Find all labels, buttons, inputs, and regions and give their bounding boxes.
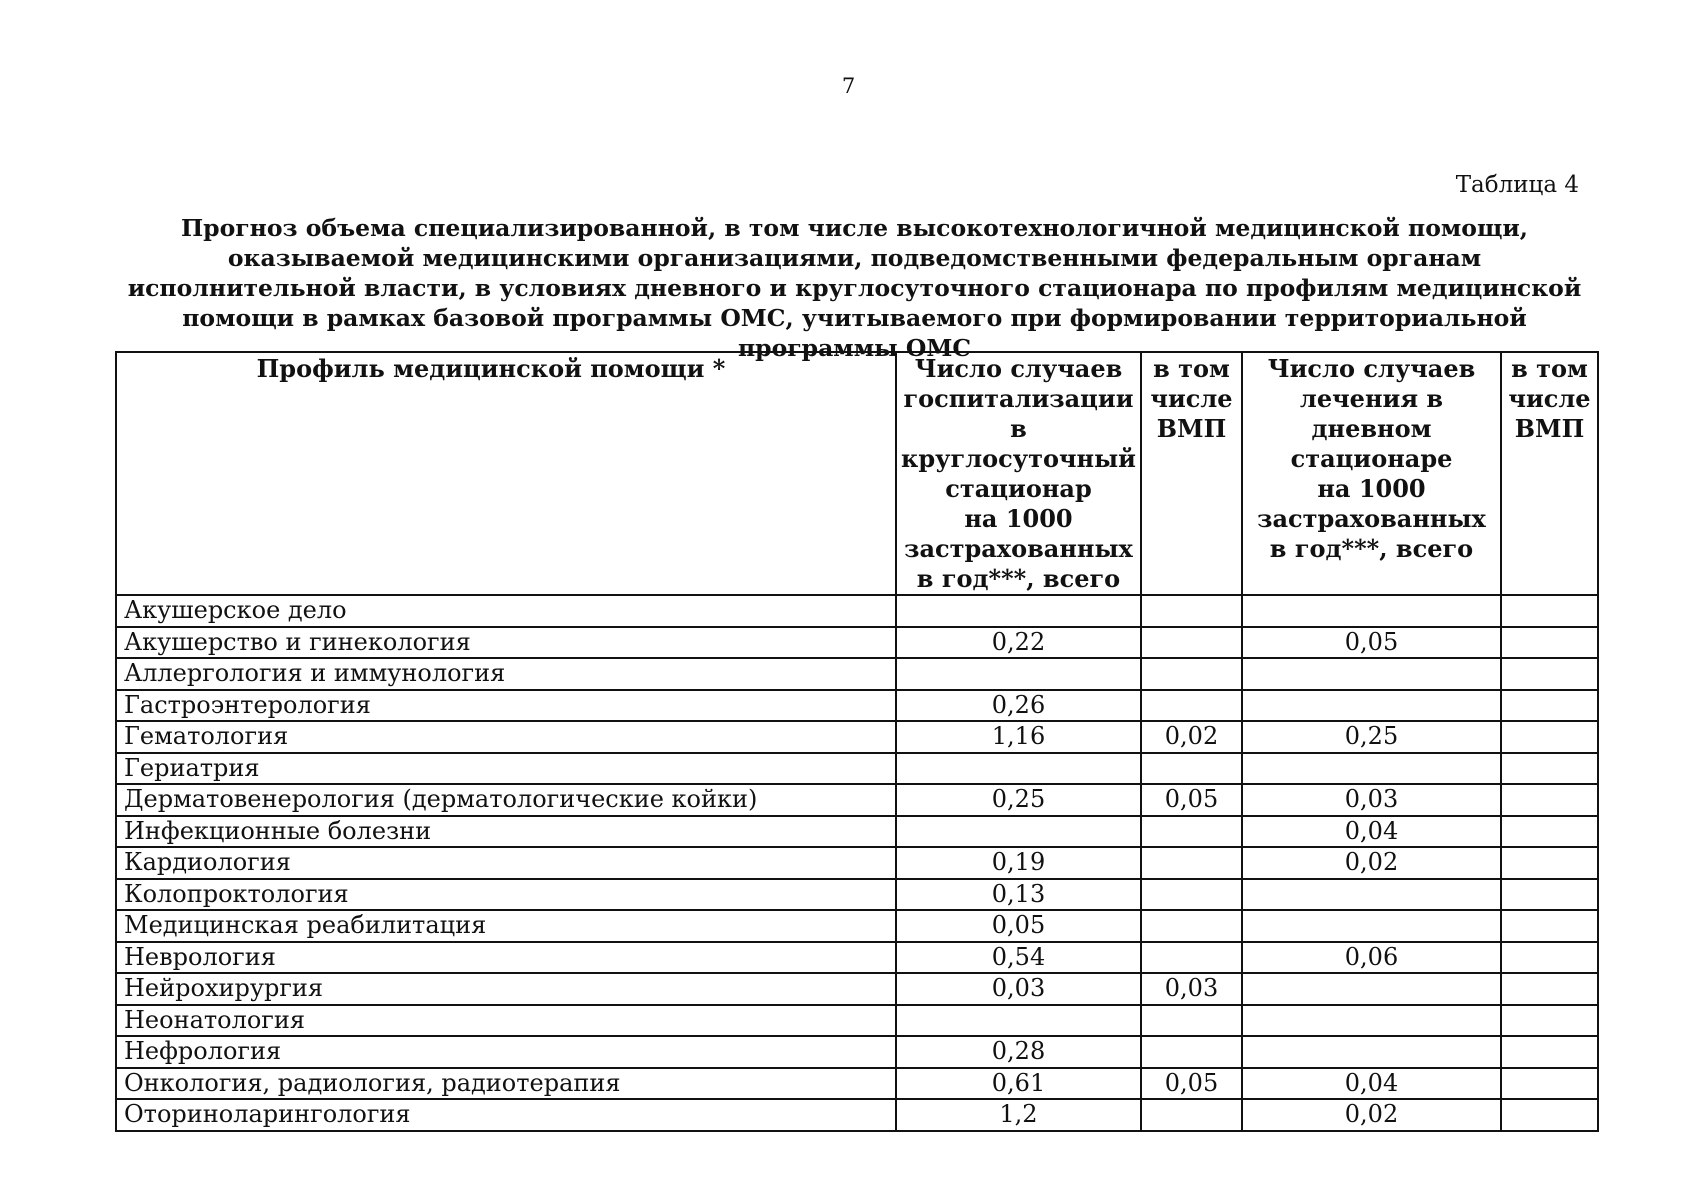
data-table	[115, 351, 1599, 1132]
table-row	[116, 1005, 1598, 1037]
vmp-round-the-clock-cell	[1141, 753, 1242, 785]
vmp-round-the-clock-cell: 0,02	[1141, 721, 1242, 753]
column-header-profile	[116, 352, 896, 595]
round-the-clock-cell: 0,03	[896, 973, 1141, 1005]
profile-cell: Инфекционные болезни	[116, 816, 896, 848]
profile-cell: Акушерство и гинекология	[116, 627, 896, 659]
round-the-clock-cell: 1,16	[896, 721, 1141, 753]
day-hospital-cell	[1242, 658, 1501, 690]
vmp-day-hospital-cell	[1501, 1036, 1598, 1068]
profile-cell: Колопроктология	[116, 879, 896, 911]
vmp-day-hospital-cell	[1501, 973, 1598, 1005]
day-hospital-cell	[1242, 753, 1501, 785]
vmp-round-the-clock-cell: 0,05	[1141, 784, 1242, 816]
column-header-label: Число случаев лечения в дневном стационаре на 1000 застрахованных в год***, всего	[1257, 354, 1486, 563]
document-title: Прогноз объема специализированной, в том числе высокотехнологичной медицинской помощи, оказываемой медицинскими организациями, подведомственными федеральным органам исполнительной власти, в условиях дневного и круглосуточного стационара по профилям медицинской помощи в рамках базовой программы ОМС, учитываемого при формировании территориальной программы ОМС	[127, 214, 1582, 362]
round-the-clock-cell	[896, 753, 1141, 785]
vmp-day-hospital-cell	[1501, 910, 1598, 942]
day-hospital-cell: 0,06	[1242, 942, 1501, 974]
profile-cell: Акушерское дело	[116, 595, 896, 627]
table-row	[116, 847, 1598, 879]
profile-cell: Неврология	[116, 942, 896, 974]
day-hospital-cell	[1242, 1005, 1501, 1037]
column-header-label: в том числе ВМП	[1508, 354, 1591, 443]
vmp-day-hospital-cell	[1501, 1005, 1598, 1037]
round-the-clock-cell: 0,13	[896, 879, 1141, 911]
profile-cell: Медицинская реабилитация	[116, 910, 896, 942]
vmp-round-the-clock-cell: 0,05	[1141, 1068, 1242, 1100]
day-hospital-cell: 0,02	[1242, 1099, 1501, 1131]
day-hospital-cell	[1242, 879, 1501, 911]
vmp-round-the-clock-cell	[1141, 627, 1242, 659]
table-row	[116, 879, 1598, 911]
profile-cell: Нефрология	[116, 1036, 896, 1068]
round-the-clock-cell: 1,2	[896, 1099, 1141, 1131]
vmp-round-the-clock-cell	[1141, 1036, 1242, 1068]
profile-cell: Неонатология	[116, 1005, 896, 1037]
vmp-round-the-clock-cell	[1141, 847, 1242, 879]
column-header-vmp-round-the-clock	[1141, 352, 1242, 595]
vmp-day-hospital-cell	[1501, 784, 1598, 816]
profile-cell: Кардиология	[116, 847, 896, 879]
round-the-clock-cell: 0,22	[896, 627, 1141, 659]
table-row	[116, 816, 1598, 848]
round-the-clock-cell	[896, 595, 1141, 627]
vmp-day-hospital-cell	[1501, 1068, 1598, 1100]
table-row	[116, 910, 1598, 942]
vmp-day-hospital-cell	[1501, 753, 1598, 785]
table-row	[116, 595, 1598, 627]
table-row	[116, 658, 1598, 690]
profile-cell: Гематология	[116, 721, 896, 753]
table-row	[116, 1099, 1598, 1131]
vmp-day-hospital-cell	[1501, 595, 1598, 627]
table-caption: Таблица 4	[1455, 172, 1579, 198]
column-header-label: Профиль медицинской помощи *	[256, 354, 726, 383]
table-body	[116, 595, 1598, 1131]
column-header-vmp-day-hospital	[1501, 352, 1598, 595]
round-the-clock-cell: 0,05	[896, 910, 1141, 942]
round-the-clock-cell: 0,61	[896, 1068, 1141, 1100]
profile-cell: Онкология, радиология, радиотерапия	[116, 1068, 896, 1100]
round-the-clock-cell	[896, 658, 1141, 690]
vmp-day-hospital-cell	[1501, 879, 1598, 911]
round-the-clock-cell: 0,25	[896, 784, 1141, 816]
vmp-round-the-clock-cell: 0,03	[1141, 973, 1242, 1005]
table-row	[116, 784, 1598, 816]
table-row	[116, 627, 1598, 659]
table-row	[116, 1036, 1598, 1068]
column-header-label: в том числе ВМП	[1150, 354, 1233, 443]
round-the-clock-cell	[896, 1005, 1141, 1037]
vmp-round-the-clock-cell	[1141, 690, 1242, 722]
column-header-label: Число случаев госпитализации в круглосуточный стационар на 1000 застрахованных в год***, всего	[901, 354, 1136, 593]
round-the-clock-cell	[896, 816, 1141, 848]
day-hospital-cell	[1242, 595, 1501, 627]
page-number: 7	[841, 74, 856, 98]
day-hospital-cell	[1242, 973, 1501, 1005]
table-row	[116, 1068, 1598, 1100]
vmp-day-hospital-cell	[1501, 658, 1598, 690]
table-row	[116, 721, 1598, 753]
vmp-day-hospital-cell	[1501, 690, 1598, 722]
vmp-round-the-clock-cell	[1141, 879, 1242, 911]
day-hospital-cell	[1242, 910, 1501, 942]
table-row	[116, 973, 1598, 1005]
round-the-clock-cell: 0,19	[896, 847, 1141, 879]
round-the-clock-cell: 0,26	[896, 690, 1141, 722]
column-header-round-the-clock	[896, 352, 1141, 595]
day-hospital-cell: 0,05	[1242, 627, 1501, 659]
profile-cell: Нейрохирургия	[116, 973, 896, 1005]
table-row	[116, 942, 1598, 974]
vmp-day-hospital-cell	[1501, 942, 1598, 974]
vmp-day-hospital-cell	[1501, 847, 1598, 879]
day-hospital-cell: 0,04	[1242, 1068, 1501, 1100]
day-hospital-cell: 0,25	[1242, 721, 1501, 753]
vmp-round-the-clock-cell	[1141, 658, 1242, 690]
vmp-round-the-clock-cell	[1141, 1005, 1242, 1037]
day-hospital-cell	[1242, 690, 1501, 722]
round-the-clock-cell: 0,54	[896, 942, 1141, 974]
day-hospital-cell	[1242, 1036, 1501, 1068]
profile-cell: Оториноларингология	[116, 1099, 896, 1131]
round-the-clock-cell: 0,28	[896, 1036, 1141, 1068]
vmp-round-the-clock-cell	[1141, 816, 1242, 848]
vmp-day-hospital-cell	[1501, 721, 1598, 753]
table-header-row	[116, 352, 1598, 595]
vmp-day-hospital-cell	[1501, 627, 1598, 659]
table-row	[116, 753, 1598, 785]
profile-cell: Дерматовенерология (дерматологические койки)	[116, 784, 896, 816]
day-hospital-cell: 0,02	[1242, 847, 1501, 879]
day-hospital-cell: 0,03	[1242, 784, 1501, 816]
column-header-day-hospital	[1242, 352, 1501, 595]
vmp-round-the-clock-cell	[1141, 910, 1242, 942]
profile-cell: Аллергология и иммунология	[116, 658, 896, 690]
day-hospital-cell: 0,04	[1242, 816, 1501, 848]
vmp-day-hospital-cell	[1501, 1099, 1598, 1131]
vmp-round-the-clock-cell	[1141, 942, 1242, 974]
vmp-round-the-clock-cell	[1141, 595, 1242, 627]
vmp-round-the-clock-cell	[1141, 1099, 1242, 1131]
profile-cell: Гериатрия	[116, 753, 896, 785]
profile-cell: Гастроэнтерология	[116, 690, 896, 722]
table-row	[116, 690, 1598, 722]
vmp-day-hospital-cell	[1501, 816, 1598, 848]
